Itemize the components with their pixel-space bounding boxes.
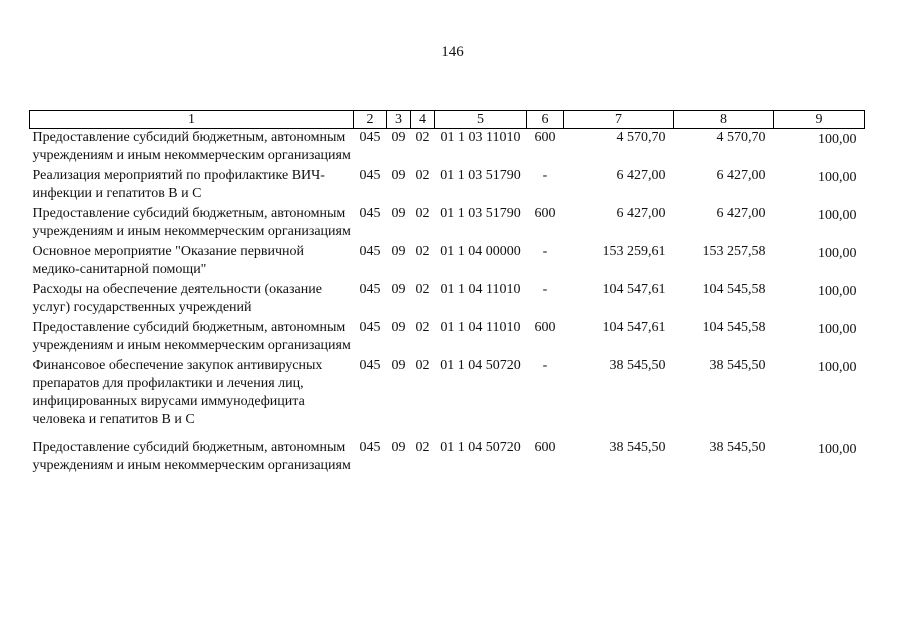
cell-amount-planned: 38 545,50 xyxy=(609,440,666,455)
header-cell: 9 xyxy=(774,111,865,129)
cell-target-article: 01 1 04 50720 xyxy=(440,440,521,455)
cell-amount-planned: 153 259,61 xyxy=(602,244,666,259)
cell-subsection: 02 xyxy=(415,358,430,373)
cell-amount-planned: 4 570,70 xyxy=(616,130,666,145)
cell-amount-executed: 153 257,58 xyxy=(702,244,766,259)
cell-amount-executed: 6 427,00 xyxy=(716,206,766,221)
cell-target-article: 01 1 04 50720 xyxy=(440,358,521,373)
table-row xyxy=(30,243,865,281)
header-cell: 7 xyxy=(564,111,674,129)
cell-percent: 100,00 xyxy=(818,284,857,299)
cell-amount-executed: 6 427,00 xyxy=(716,168,766,183)
cell-subsection: 02 xyxy=(415,440,430,455)
table-row xyxy=(30,439,865,475)
cell-percent: 100,00 xyxy=(818,322,857,337)
cell-expense-type: - xyxy=(542,282,548,297)
cell-expense-type: - xyxy=(542,168,548,183)
cell-subsection: 02 xyxy=(415,168,430,183)
cell-section: 09 xyxy=(391,320,406,335)
cell-amount-planned: 104 547,61 xyxy=(602,282,666,297)
cell-expense-type: 600 xyxy=(534,320,556,335)
cell-subsection: 02 xyxy=(415,282,430,297)
cell-amount-executed: 38 545,50 xyxy=(709,358,766,373)
row-description: Предоставление субсидий бюджетным, автономным учреждениям и иным некоммерческим организациям xyxy=(32,440,351,473)
cell-percent: 100,00 xyxy=(818,360,857,375)
header-cell: 2 xyxy=(354,111,387,129)
header-cell: 8 xyxy=(674,111,774,129)
cell-section: 09 xyxy=(391,244,406,259)
table-row xyxy=(30,129,865,168)
cell-expense-type: 600 xyxy=(534,440,556,455)
cell-subsection: 02 xyxy=(415,206,430,221)
row-description: Предоставление субсидий бюджетным, автономным учреждениям и иным некоммерческим организациям xyxy=(32,206,351,239)
cell-subsection: 02 xyxy=(415,244,430,259)
row-description: Финансовое обеспечение закупок антивирусных препаратов для профилактики и лечения лиц, инфицированных вирусами иммунодефицита человека и гепатитов В и С xyxy=(32,358,323,427)
cell-expense-type: 600 xyxy=(534,206,556,221)
cell-section: 09 xyxy=(391,282,406,297)
cell-target-article: 01 1 04 11010 xyxy=(440,320,521,335)
cell-section: 09 xyxy=(391,130,406,145)
cell-percent: 100,00 xyxy=(818,170,857,185)
cell-ministry-code: 045 xyxy=(359,206,381,221)
header-row xyxy=(30,111,865,129)
cell-expense-type: - xyxy=(542,244,548,259)
cell-percent: 100,00 xyxy=(818,442,857,457)
cell-section: 09 xyxy=(391,206,406,221)
cell-amount-executed: 104 545,58 xyxy=(702,320,766,335)
cell-amount-executed: 38 545,50 xyxy=(709,440,766,455)
table-row xyxy=(30,205,865,243)
cell-subsection: 02 xyxy=(415,130,430,145)
table-row xyxy=(30,357,865,439)
cell-ministry-code: 045 xyxy=(359,282,381,297)
row-description: Основное мероприятие "Оказание первичной медико-санитарной помощи" xyxy=(32,244,305,277)
cell-section: 09 xyxy=(391,440,406,455)
cell-percent: 100,00 xyxy=(818,132,857,147)
cell-expense-type: 600 xyxy=(534,130,556,145)
header-cell: 1 xyxy=(30,111,354,129)
row-description: Реализация мероприятий по профилактике ВИЧ-инфекции и гепатитов В и С xyxy=(32,168,325,201)
cell-target-article: 01 1 03 51790 xyxy=(440,168,521,183)
cell-ministry-code: 045 xyxy=(359,130,381,145)
row-description: Расходы на обеспечение деятельности (оказание услуг) государственных учреждений xyxy=(32,282,322,315)
row-description: Предоставление субсидий бюджетным, автономным учреждениям и иным некоммерческим организациям xyxy=(32,130,351,163)
cell-ministry-code: 045 xyxy=(359,320,381,335)
cell-percent: 100,00 xyxy=(818,246,857,261)
cell-amount-planned: 6 427,00 xyxy=(616,168,666,183)
page-number: 146 xyxy=(441,44,464,60)
cell-section: 09 xyxy=(391,168,406,183)
cell-subsection: 02 xyxy=(415,320,430,335)
cell-ministry-code: 045 xyxy=(359,358,381,373)
budget-table xyxy=(29,110,865,475)
cell-amount-planned: 104 547,61 xyxy=(602,320,666,335)
cell-target-article: 01 1 03 11010 xyxy=(440,130,521,145)
cell-section: 09 xyxy=(391,358,406,373)
cell-target-article: 01 1 04 11010 xyxy=(440,282,521,297)
cell-amount-planned: 38 545,50 xyxy=(609,358,666,373)
cell-target-article: 01 1 04 00000 xyxy=(440,244,521,259)
table-row xyxy=(30,167,865,205)
header-cell: 3 xyxy=(387,111,411,129)
table-row xyxy=(30,281,865,319)
cell-expense-type: - xyxy=(542,358,548,373)
header-cell: 6 xyxy=(527,111,564,129)
cell-ministry-code: 045 xyxy=(359,440,381,455)
cell-ministry-code: 045 xyxy=(359,168,381,183)
header-cell: 4 xyxy=(411,111,435,129)
table-row xyxy=(30,319,865,357)
cell-amount-executed: 104 545,58 xyxy=(702,282,766,297)
row-description: Предоставление субсидий бюджетным, автономным учреждениям и иным некоммерческим организациям xyxy=(32,320,351,353)
cell-amount-executed: 4 570,70 xyxy=(716,130,766,145)
cell-ministry-code: 045 xyxy=(359,244,381,259)
cell-amount-planned: 6 427,00 xyxy=(616,206,666,221)
cell-percent: 100,00 xyxy=(818,208,857,223)
cell-target-article: 01 1 03 51790 xyxy=(440,206,521,221)
header-cell: 5 xyxy=(435,111,527,129)
